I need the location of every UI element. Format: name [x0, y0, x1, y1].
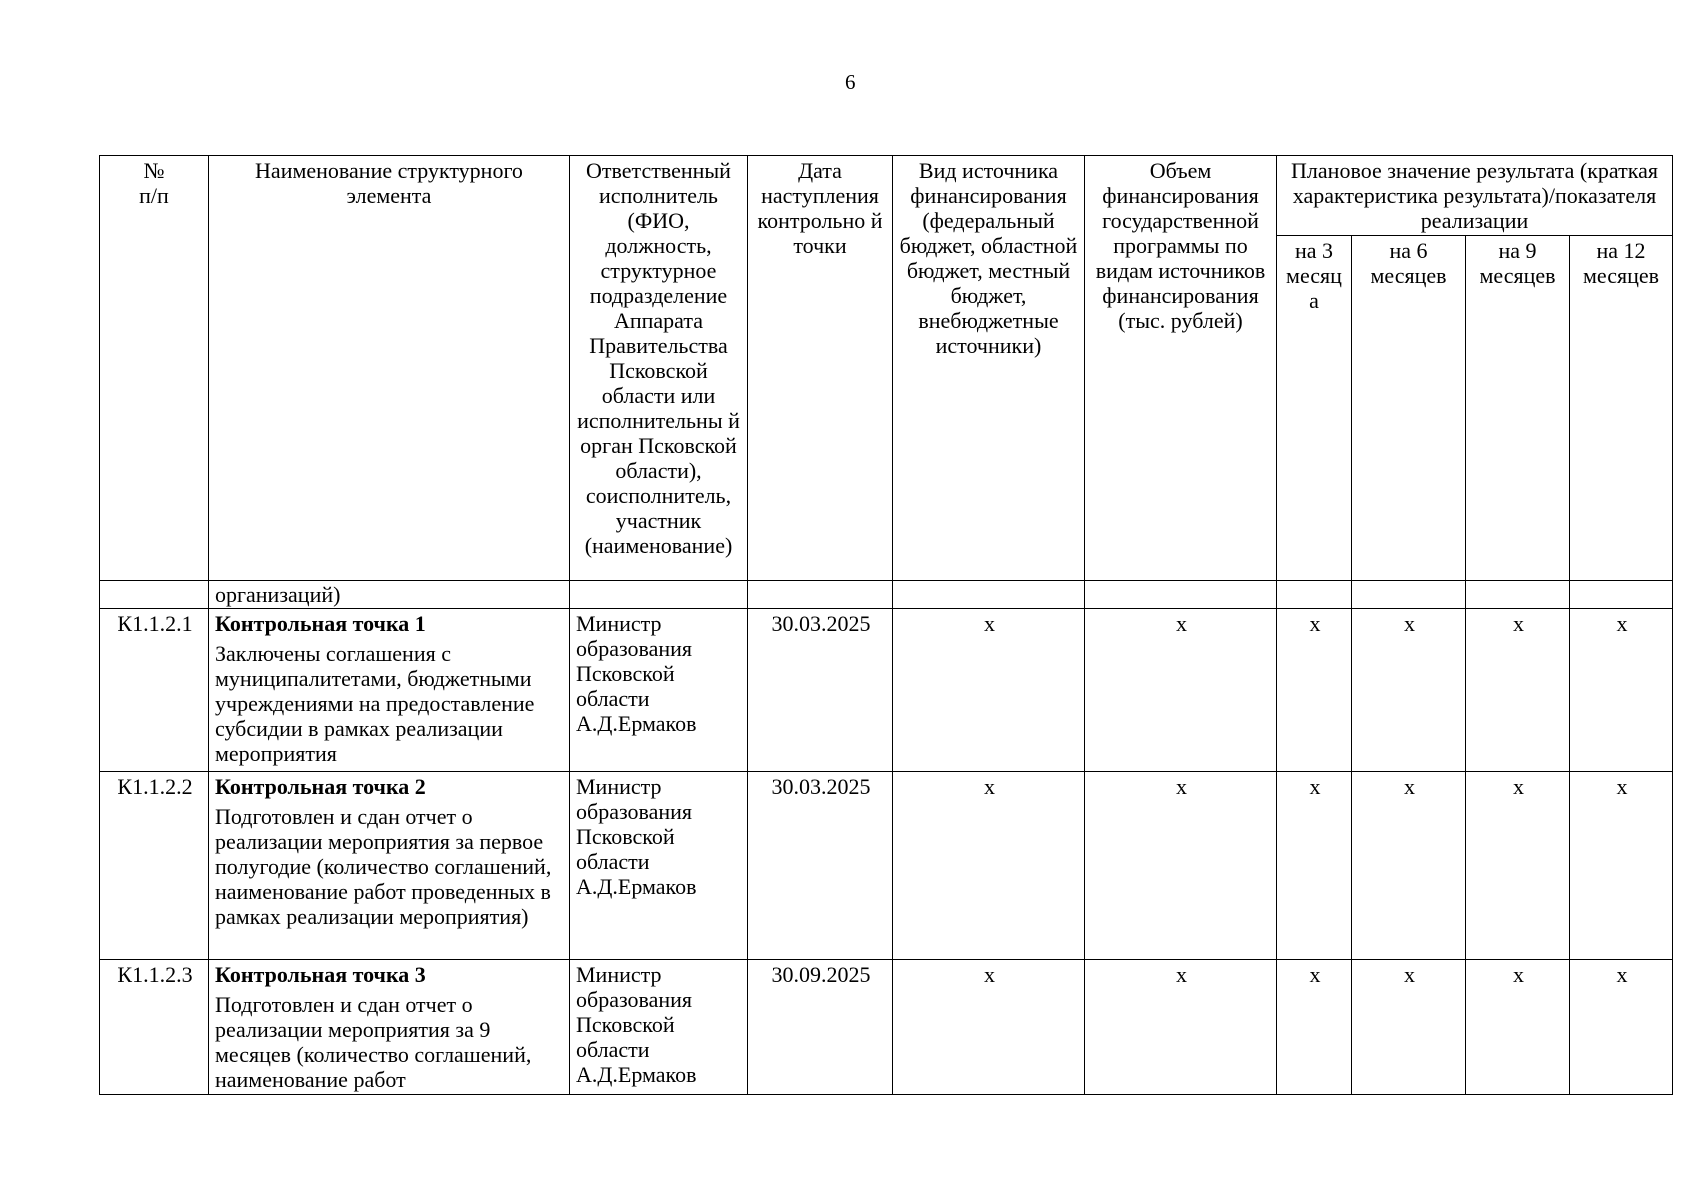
row-num: К1.1.2.2: [100, 772, 209, 960]
row-num: К1.1.2.3: [100, 960, 209, 1095]
row-m6: x: [1352, 772, 1466, 960]
row-source: x: [893, 960, 1085, 1095]
row-desc: Подготовлен и сдан отчет о реализации мероприятия за 9 месяцев (количество соглашений, наименование работ: [215, 992, 532, 1092]
row-date: 30.03.2025: [748, 772, 893, 960]
table-row: [100, 609, 1673, 772]
row-name: [209, 772, 570, 960]
row-m12: x: [1570, 960, 1673, 1095]
cont-cell-num: [100, 581, 209, 609]
header-num: № п/п: [100, 156, 209, 581]
page-number: 6: [845, 70, 856, 94]
row-m6: x: [1352, 960, 1466, 1095]
cont-cell-name: организаций): [209, 581, 570, 609]
row-m3: x: [1277, 609, 1352, 772]
row-m9: x: [1466, 960, 1570, 1095]
header-plan: Плановое значение результата (краткая характеристика результата)/показателя реализации: [1277, 156, 1673, 236]
header-m12: на 12 месяцев: [1570, 236, 1673, 581]
row-title: Контрольная точка 2: [215, 774, 426, 799]
row-desc: Заключены соглашения с муниципалитетами, бюджетными учреждениями на предоставление субсидии в рамках реализации мероприятия: [215, 641, 535, 766]
row-volume: x: [1085, 960, 1277, 1095]
row-m12: x: [1570, 772, 1673, 960]
cont-cell-m12: [1570, 581, 1673, 609]
header-source: Вид источника финансирования (федеральный бюджет, областной бюджет, местный бюджет, внебюджетные источники): [893, 156, 1085, 581]
cont-cell-source: [893, 581, 1085, 609]
cont-cell-m6: [1352, 581, 1466, 609]
row-volume: x: [1085, 609, 1277, 772]
continuation-row: [100, 581, 1673, 609]
row-name: [209, 960, 570, 1095]
header-m6: на 6 месяцев: [1352, 236, 1466, 581]
row-num: К1.1.2.1: [100, 609, 209, 772]
row-source: x: [893, 772, 1085, 960]
row-responsible: Министр образования Псковской области А.Д.Ермаков: [570, 772, 748, 960]
row-m3: x: [1277, 772, 1352, 960]
row-title: Контрольная точка 3: [215, 962, 426, 987]
row-m6: x: [1352, 609, 1466, 772]
header-name: Наименование структурного элемента: [209, 156, 570, 581]
control-points-table: [99, 155, 1673, 1095]
row-date: 30.03.2025: [748, 609, 893, 772]
header-m3: на 3 месяц а: [1277, 236, 1352, 581]
header-responsible: Ответственный исполнитель (ФИО, должность, структурное подразделение Аппарата Правительства Псковской области или исполнительны й орган Псковской области), соисполнитель, участник (наименование): [570, 156, 748, 581]
table-row: [100, 772, 1673, 960]
row-m3: x: [1277, 960, 1352, 1095]
row-name: [209, 609, 570, 772]
table-row: [100, 960, 1673, 1095]
header-m9: на 9 месяцев: [1466, 236, 1570, 581]
row-m12: x: [1570, 609, 1673, 772]
row-date: 30.09.2025: [748, 960, 893, 1095]
cont-cell-date: [748, 581, 893, 609]
cont-cell-volume: [1085, 581, 1277, 609]
header-volume: Объем финансирования государственной программы по видам источников финансирования (тыс. рублей): [1085, 156, 1277, 581]
row-m9: x: [1466, 772, 1570, 960]
cont-cell-m9: [1466, 581, 1570, 609]
row-title: Контрольная точка 1: [215, 611, 426, 636]
header-date: Дата наступления контрольно й точки: [748, 156, 893, 581]
row-responsible: Министр образования Псковской области А.Д.Ермаков: [570, 960, 748, 1095]
row-volume: x: [1085, 772, 1277, 960]
row-source: x: [893, 609, 1085, 772]
cont-cell-m3: [1277, 581, 1352, 609]
header-row-1: [100, 156, 1673, 236]
cont-cell-resp: [570, 581, 748, 609]
row-m9: x: [1466, 609, 1570, 772]
row-responsible: Министр образования Псковской области А.Д.Ермаков: [570, 609, 748, 772]
row-desc: Подготовлен и сдан отчет о реализации мероприятия за первое полугодие (количество соглашений, наименование работ проведенных в рамках реализации мероприятия): [215, 804, 552, 929]
